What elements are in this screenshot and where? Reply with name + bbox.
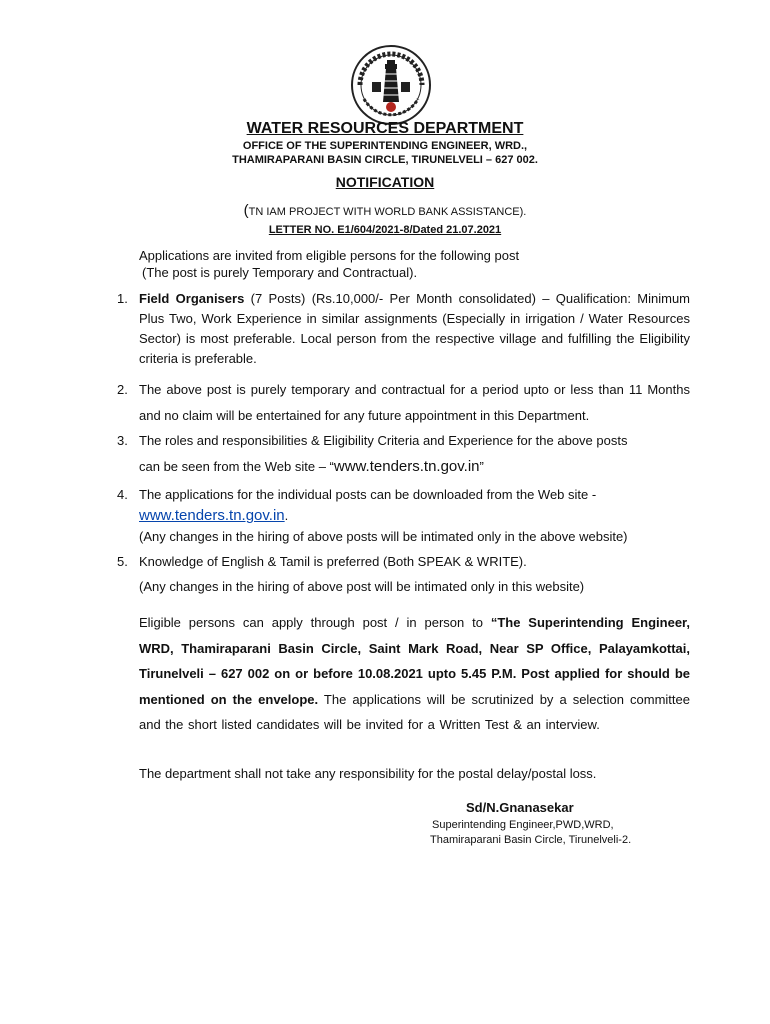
item-4-link-suffix: . (284, 508, 289, 523)
item-5-note: (Any changes in the hiring of above post will be intimated only in this website) (139, 579, 585, 594)
office-line-1: OFFICE OF THE SUPERINTENDING ENGINEER, WRD., (242, 140, 528, 152)
letter-number: LETTER NO. E1/604/2021-8/Dated 21.07.2021 (268, 224, 502, 236)
intro-line-1: Applications are invited from eligible persons for the following post (139, 248, 520, 263)
item-2-text: The above post is purely temporary and contractual for a period upto or less than 11 Months and no claim will be entertained for any future appointment in this Department. (139, 382, 690, 423)
signatory-circle: Thamiraparani Basin Circle, Tirunelveli-2. (430, 834, 632, 846)
item-4-note: (Any changes in the hiring of above posts will be intimated only in the above website) (139, 529, 628, 544)
project-text: TN IAM PROJECT WITH WORLD BANK ASSISTANCE). (248, 206, 527, 218)
disclaimer: The department shall not take any responsibility for the postal delay/postal loss. (139, 766, 597, 781)
office-address (0, 139, 770, 167)
item-5-number: 5. (117, 554, 128, 569)
item-1-number: 1. (117, 291, 128, 306)
item-1-rest: (7 Posts) (Rs.10,000/- Per Month consolidated) – Qualification: Minimum Plus Two, Work Experience in similar assignments (Especially in irrigation / Water Resources Sector) is most preferable. Local person from the respective village and fulfilling the Eligibility criteria is preferable. (139, 291, 690, 366)
apply-address: “The Superintending Engineer, WRD, Thamiraparani Basin Circle, Saint Mark Road, Near SP Office, Palayamkottai, Tirunelveli – 627 002 on or before 10.08.2021 upto 5.45 P.M. Post applied for should be mentioned on the envelope. (139, 615, 690, 707)
apply-prefix: Eligible persons can apply through post / in person to (139, 615, 491, 630)
apply-suffix: The applications will be scrutinized by a selection committee and the short listed candidates will be invited for a Written Test & an interview. (139, 691, 690, 732)
apply-paragraph (139, 610, 690, 738)
item-3-suffix: ” (479, 459, 484, 474)
item-2-number: 2. (117, 382, 128, 397)
item-3-line-2 (139, 454, 690, 480)
notification-title: NOTIFICATION (335, 174, 435, 190)
item-4-line-1: The applications for the individual posts can be downloaded from the Web site - (139, 487, 597, 502)
emblem-icon (350, 44, 432, 126)
signatory-designation: Superintending Engineer,PWD,WRD, (432, 819, 614, 831)
item-5-line-1: Knowledge of English & Tamil is preferred (Both SPEAK & WRITE). (139, 554, 527, 569)
office-line-2: THAMIRAPARANI BASIN CIRCLE, TIRUNELVELI – 627 002. (232, 154, 538, 166)
intro-line-2: (The post is purely Temporary and Contractual). (142, 265, 418, 280)
item-4-number: 4. (117, 487, 128, 502)
item-4-website-link[interactable]: www.tenders.tn.gov.in (139, 507, 285, 524)
tamil-nadu-emblem-logo (350, 44, 432, 126)
item-1-title: Field Organisers (139, 291, 245, 306)
project-paren: ( (243, 202, 249, 219)
item-3-website-link[interactable]: www.tenders.tn.gov.in (333, 458, 480, 475)
department-title: WATER RESOURCES DEPARTMENT (246, 120, 524, 137)
item-3-number: 3. (117, 433, 128, 448)
item-3-line-1: The roles and responsibilities & Eligibility Criteria and Experience for the above posts (139, 433, 628, 448)
item-1-text (139, 289, 690, 369)
signatory-name: Sd/N.Gnanasekar (466, 800, 574, 815)
item-4-link-line (139, 505, 690, 527)
project-line (0, 202, 770, 219)
item-3-prefix: can be seen from the Web site – “ (139, 459, 334, 474)
